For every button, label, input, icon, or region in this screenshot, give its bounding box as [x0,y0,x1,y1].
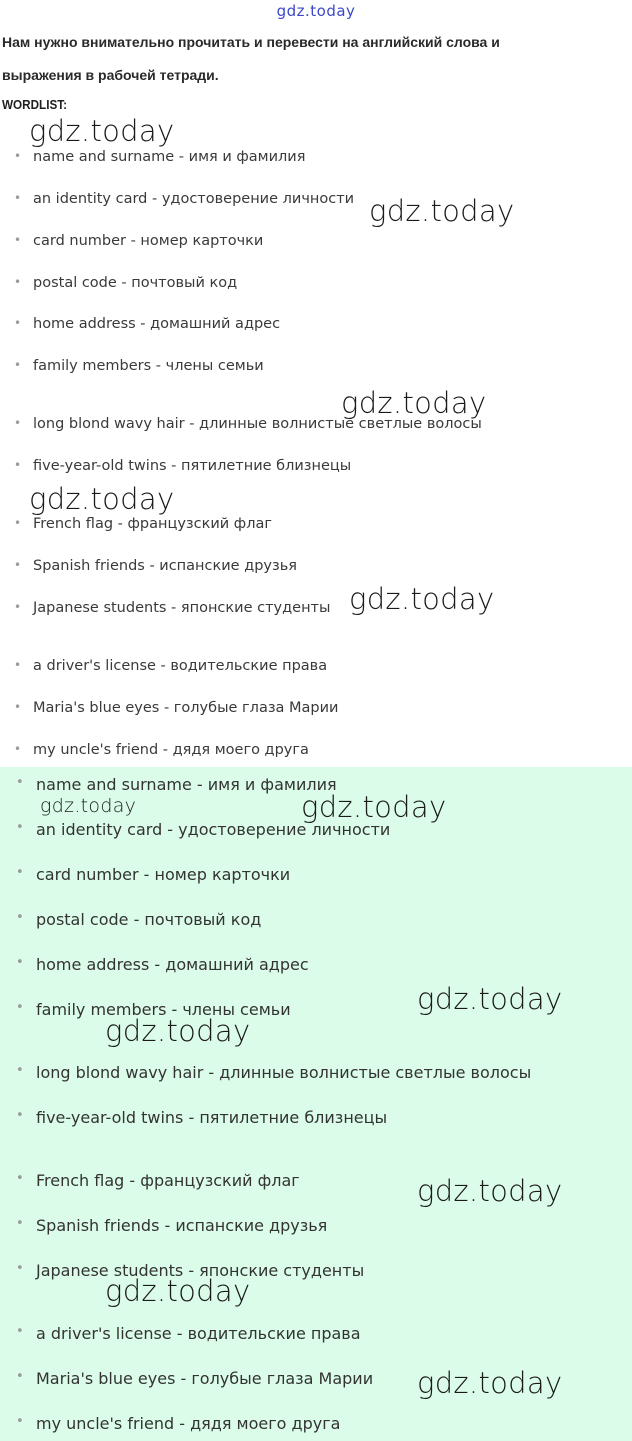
list-item-text: a driver's license - водительские права [36,1324,361,1343]
list-item-text: Maria's blue eyes - голубые глаза Марии [33,700,339,716]
bullet-icon: • [16,865,24,880]
watermark: gdz.today [105,1014,251,1048]
list-item-text: long blond wavy hair - длинные волнистые светлые волосы [36,1063,532,1082]
watermark: gdz.today [301,790,447,824]
watermark: gdz.today [29,114,175,148]
bullet-icon: • [16,1414,24,1429]
bullet-icon: • [14,458,22,472]
list-item-text: home address - домашний адрес [36,955,309,974]
bullet-icon: • [16,1261,24,1276]
bullet-icon: • [14,233,22,247]
bullet-icon: • [14,558,22,572]
bullet-icon: • [16,1063,24,1078]
bullet-icon: • [14,358,22,372]
list-item-text: French flag - французский флаг [33,516,272,532]
watermark: gdz.today [341,386,487,420]
bullet-icon: • [14,516,22,530]
bullet-icon: • [16,820,24,835]
list-item-text: Spanish friends - испанские друзья [33,558,297,574]
watermark: gdz.today [349,582,495,616]
watermark: gdz.today [369,194,515,228]
intro-line-2: выражения в рабочей тетради. [2,67,219,83]
bullet-icon: • [14,316,22,330]
bullet-icon: • [16,1000,24,1015]
list-item-text: five-year-old twins - пятилетние близнецы [36,1108,388,1127]
list-item-text: my uncle's friend - дядя моего друга [36,1414,341,1433]
wordlist-heading: WORDLIST: [2,97,67,112]
list-item-text: card number - номер карточки [36,865,291,884]
list-item-text: French flag - французский флаг [36,1171,300,1190]
list-item-text: family members - члены семьи [36,1000,291,1019]
bullet-icon: • [14,416,22,430]
list-item-text: Japanese students - японские студенты [36,1261,365,1280]
list-item-text: my uncle's friend - дядя моего друга [33,742,309,758]
bullet-icon: • [16,1171,24,1186]
bullet-icon: • [16,1369,24,1384]
list-item-text: postal code - почтовый код [36,910,262,929]
watermark: gdz.today [29,482,175,516]
site-brand[interactable]: gdz.today [276,2,356,20]
bullet-icon: • [14,275,22,289]
bullet-icon: • [14,600,22,614]
list-item-text: Japanese students - японские студенты [33,600,331,616]
watermark: gdz.today [417,1366,563,1400]
list-item-text: name and surname - имя и фамилия [36,775,337,794]
watermark: gdz.today [417,1174,563,1208]
bullet-icon: • [14,658,22,672]
bullet-icon: • [14,149,22,163]
list-item-text: card number - номер карточки [33,233,264,249]
list-item-text: five-year-old twins - пятилетние близнецы [33,458,352,474]
intro-line-1: Нам нужно внимательно прочитать и перевести на английский слова и [2,34,500,50]
bullet-icon: • [14,742,22,756]
list-item-text: an identity card - удостоверение личности [36,820,391,839]
watermark: gdz.today [417,982,563,1016]
bullet-icon: • [14,191,22,205]
list-item-text: an identity card - удостоверение личности [33,191,355,207]
bullet-icon: • [16,910,24,925]
bullet-icon: • [16,1108,24,1123]
watermark: gdz.today [105,1274,251,1308]
bullet-icon: • [16,775,24,790]
list-item-text: name and surname - имя и фамилия [33,149,306,165]
list-item-text: Spanish friends - испанские друзья [36,1216,328,1235]
list-item-text: Maria's blue eyes - голубые глаза Марии [36,1369,374,1388]
bullet-icon: • [16,955,24,970]
bullet-icon: • [16,1324,24,1339]
list-item-text: family members - члены семьи [33,358,264,374]
list-item-text: home address - домашний адрес [33,316,281,332]
watermark: gdz.today [40,795,137,817]
bullet-icon: • [14,700,22,714]
list-item-text: a driver's license - водительские права [33,658,328,674]
list-item-text: long blond wavy hair - длинные волнистые светлые волосы [33,416,482,432]
list-item-text: postal code - почтовый код [33,275,238,291]
bullet-icon: • [16,1216,24,1231]
